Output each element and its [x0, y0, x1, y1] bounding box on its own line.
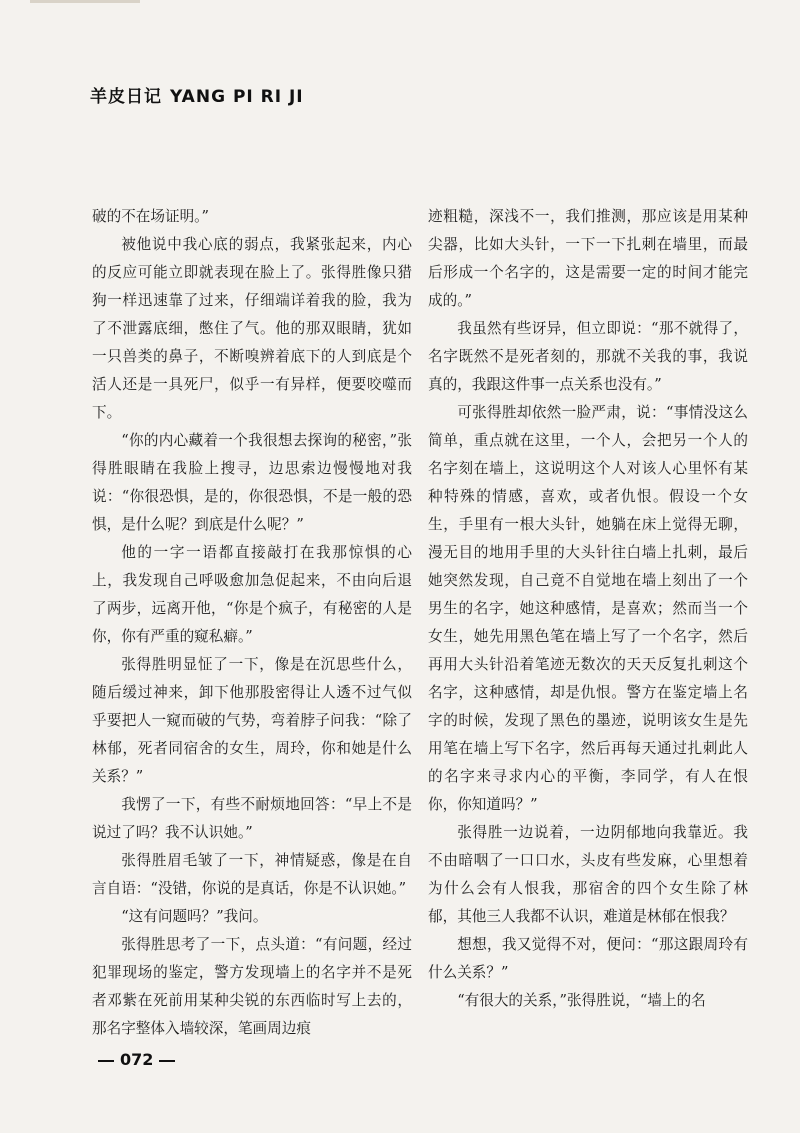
paragraph: 迹粗糙，深浅不一，我们推测，那应该是用某种尖器，比如大头针，一下一下扎刺在墙里，而最后形成一个名字的，这是需要一定的时间才能完成的。” [428, 208, 748, 309]
page-footer [92, 1050, 181, 1069]
header-title-en: YANG PI RI JI [170, 87, 304, 107]
right-text-column [428, 203, 748, 1015]
paragraph: 张得胜眉毛皱了一下，神情疑惑，像是在自言自语：“没错，你说的是真话，你是不认识她。” [92, 852, 412, 897]
paragraph: 张得胜明显怔了一下，像是在沉思些什么，随后缓过神来，卸下他那股密得让人透不过气似乎要把人一窥而破的气势，弯着脖子问我：“除了林郁，死者同宿舍的女生，周玲，你和她是什么关系？” [92, 656, 412, 785]
left-text-column [92, 203, 412, 1043]
paragraph: 破的不在场证明。” [92, 208, 209, 225]
paragraph: 我愣了一下，有些不耐烦地回答：“早上不是说过了吗？我不认识她。” [92, 796, 412, 841]
header-title-cn: 羊皮日记 [90, 87, 162, 107]
page-number: 072 [120, 1050, 154, 1069]
running-header [90, 82, 304, 107]
paragraph: “这有问题吗？”我问。 [121, 908, 268, 925]
paragraph: “有很大的关系，”张得胜说，“墙上的名 [457, 992, 706, 1009]
paragraph: 想想，我又觉得不对，便问：“那这跟周玲有什么关系？” [428, 936, 748, 981]
paragraph: 我虽然有些讶异，但立即说：“那不就得了，名字既然不是死者刻的，那就不关我的事，我说真的，我跟这件事一点关系也没有。” [428, 320, 748, 393]
footer-dash-right [159, 1060, 175, 1062]
paragraph: 可张得胜却依然一脸严肃，说：“事情没这么简单，重点就在这里，一个人，会把另一个人的名字刻在墙上，这说明这个人对该人心里怀有某种特殊的情感，喜欢，或者仇恨。假设一个女生，手里有一根大头针，她躺在床上觉得无聊，漫无目的地用手里的大头针往白墙上扎刺，最后她突然发现，自己竟不自觉地在墙上刻出了一个男生的名字，她这种感情，是喜欢；然而当一个女生，她先用黑色笔在墙上写了一个名字，然后再用大头针沿着笔迹无数次的天天反复扎刺这个名字，这种感情，却是仇恨。警方在鉴定墙上名字的时候，发现了黑色的墨迹，说明该女生是先用笔在墙上写下名字，然后再每天通过扎刺此人的名字来寻求内心的平衡，李同学，有人在恨你，你知道吗？” [428, 404, 748, 813]
paragraph: 被他说中我心底的弱点，我紧张起来，内心的反应可能立即就表现在脸上了。张得胜像只猎狗一样迅速靠了过来，仔细端详着我的脸，我为了不泄露底细，憋住了气。他的那双眼睛，犹如一只兽类的鼻子，不断嗅辨着底下的人到底是个活人还是一具死尸，似乎一有异样，便要咬噬而下。 [92, 236, 412, 421]
paragraph: “你的内心藏着一个我很想去探询的秘密，”张得胜眼睛在我脸上搜寻，边思索边慢慢地对我说：“你很恐惧，是的，你很恐惧，不是一般的恐惧，是什么呢？到底是什么呢？” [92, 432, 412, 533]
paragraph: 他的一字一语都直接敲打在我那惊惧的心上，我发现自己呼吸愈加急促起来，不由向后退了两步，远离开他，“你是个疯子，有秘密的人是你，你有严重的窥私癖。” [92, 544, 412, 645]
footer-dash-left [98, 1060, 114, 1062]
paragraph: 张得胜一边说着，一边阴郁地向我靠近。我不由暗咽了一口口水，头皮有些发麻，心里想着为什么会有人恨我，那宿舍的四个女生除了林郁，其他三人我都不认识，难道是林郁在恨我？ [428, 824, 748, 925]
scan-edge-mark [30, 0, 140, 3]
paragraph: 张得胜思考了一下，点头道：“有问题，经过犯罪现场的鉴定，警方发现墙上的名字并不是死者邓紫在死前用某种尖锐的东西临时写上去的，那名字整体入墙较深，笔画周边痕 [92, 936, 412, 1037]
